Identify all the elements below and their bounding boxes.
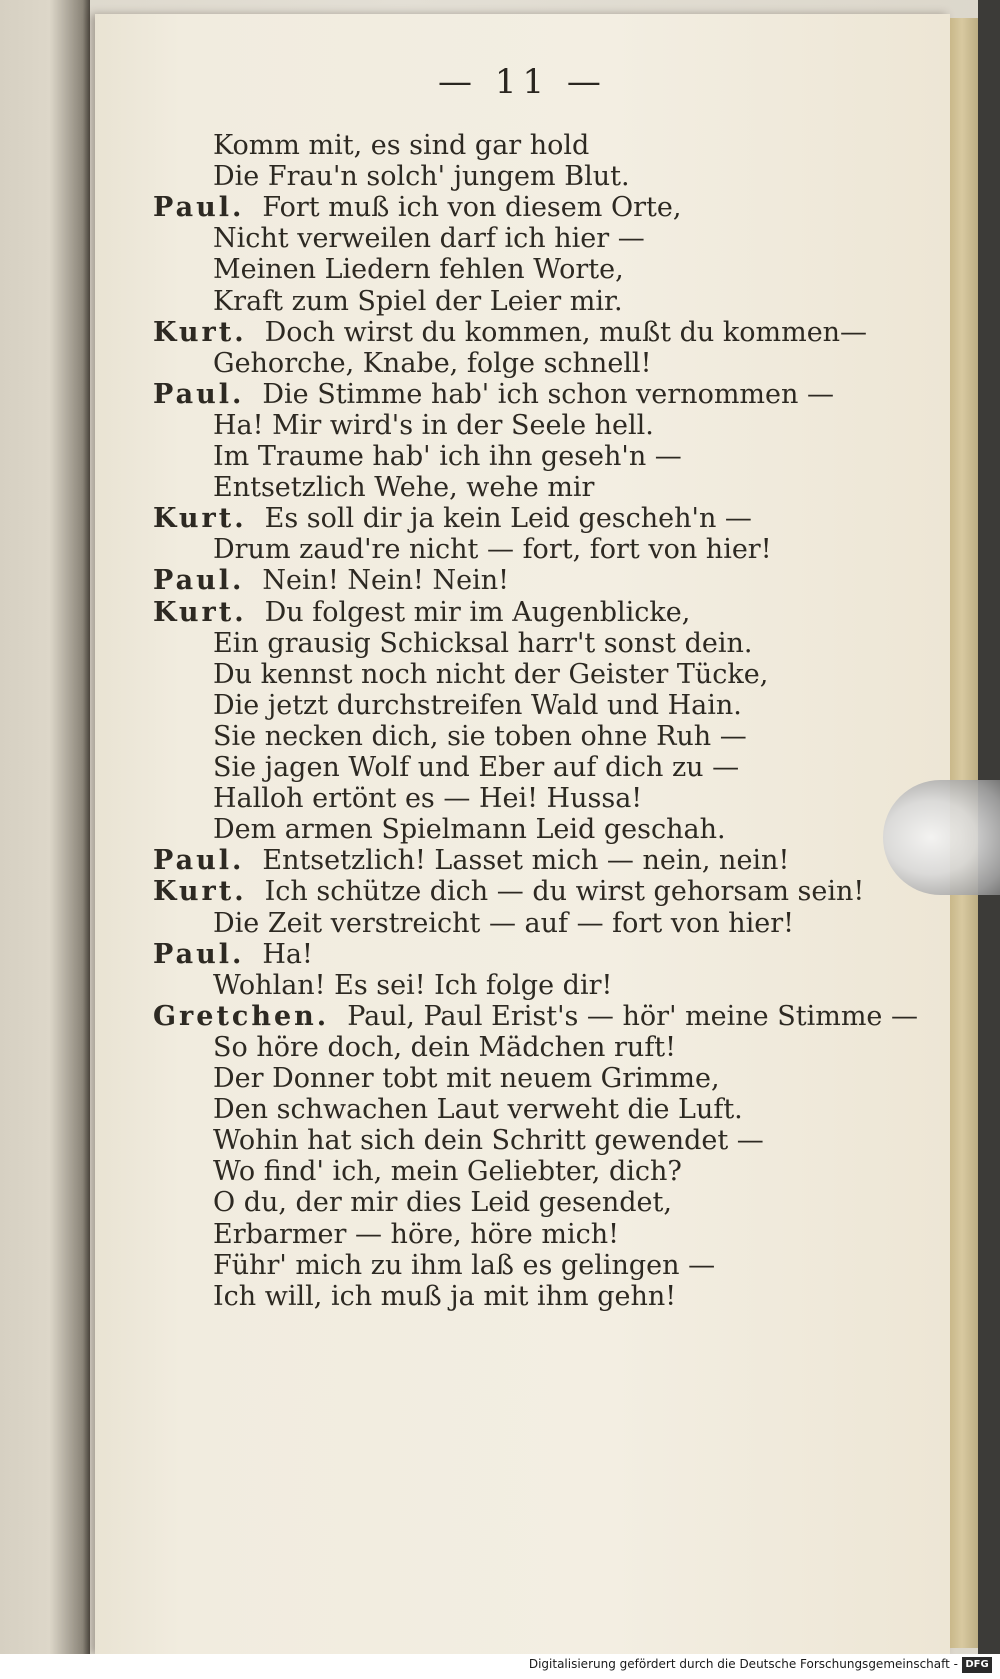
line-text: Ich schütze dich — du wirst gehorsam sein! (264, 876, 865, 908)
speaker-name: Paul. (153, 938, 245, 970)
speaker-name: Paul. (153, 378, 245, 410)
page-clip (883, 780, 1000, 895)
speaker-line (153, 565, 509, 597)
verse-line (213, 1063, 720, 1095)
speaker-line (153, 379, 834, 411)
speaker-name: Kurt. (153, 876, 247, 908)
verse-line (213, 814, 726, 846)
line-text: O du, der mir dies Leid gesendet, (213, 1187, 672, 1219)
verse-line (213, 1125, 764, 1157)
verse-line (213, 1281, 676, 1313)
verse-line (213, 223, 645, 255)
dfg-logo: DFG (962, 1657, 992, 1673)
verse-line (213, 1094, 743, 1126)
verse-line (213, 410, 654, 442)
line-text: Wohin hat sich dein Schritt gewendet — (213, 1125, 764, 1157)
verse-line (213, 472, 594, 504)
line-text: Entsetzlich Wehe, wehe mir (213, 472, 595, 504)
speaker-line (153, 597, 690, 629)
line-text: Ha! Mir wird's in der Seele hell. (213, 409, 654, 441)
line-text: Die Zeit verstreicht — auf — fort von hier! (213, 907, 795, 939)
line-text: Komm mit, es sind gar hold (213, 130, 590, 161)
speaker-name: Paul. (153, 192, 245, 224)
verse-line (213, 659, 768, 691)
verse-line (213, 441, 682, 473)
line-text: Ha! (262, 938, 313, 970)
line-text: Halloh ertönt es — Hei! Hussa! (213, 783, 643, 815)
speaker-line (153, 845, 789, 877)
line-text: Drum zaud're nicht — fort, fort von hier! (213, 534, 772, 566)
verse-line (213, 752, 739, 784)
verse-line (213, 690, 742, 722)
line-text: Dem armen Spielmann Leid geschah. (213, 814, 726, 846)
verse-line (213, 908, 794, 940)
speaker-name: Kurt. (153, 503, 247, 535)
line-text: Den schwachen Laut verweht die Luft. (213, 1094, 743, 1126)
line-text: Doch wirst du kommen, mußt du kommen— (264, 316, 868, 348)
line-text: Fort muß ich von diesem Orte, (262, 192, 682, 224)
verse-line (213, 628, 752, 660)
verse-line (213, 721, 747, 753)
verse-line (213, 970, 612, 1002)
speaker-line (153, 317, 867, 349)
line-text: Führ' mich zu ihm laß es gelingen — (213, 1249, 716, 1281)
speaker-name: Paul. (153, 565, 245, 597)
line-text: Ein grausig Schicksal harr't sonst dein. (213, 627, 753, 659)
line-text: Die jetzt durchstreifen Wald und Hain. (213, 689, 742, 721)
speaker-line (153, 876, 864, 908)
footer-credit: Digitalisierung gefördert durch die Deutsche Forschungsgemeinschaft - (528, 1657, 958, 1671)
verse-line (213, 1219, 619, 1251)
line-text: Erbarmer — höre, höre mich! (213, 1218, 619, 1250)
verse-line (213, 348, 651, 380)
line-text: Sie jagen Wolf und Eber auf dich zu — (213, 752, 740, 783)
speaker-line (153, 192, 681, 224)
verse-line (213, 783, 642, 815)
line-text: Sie necken dich, sie toben ohne Ruh — (213, 720, 747, 752)
speaker-line (153, 939, 313, 971)
line-text: Paul, Paul Erist's — hör' meine Stimme — (347, 1000, 918, 1032)
verse-line (213, 1187, 672, 1219)
line-text: Es soll dir ja kein Leid gescheh'n — (264, 503, 752, 535)
verse-line (213, 1032, 676, 1064)
line-text: Im Traume hab' ich ihn geseh'n — (213, 441, 682, 472)
speaker-line (153, 1001, 918, 1033)
speaker-name: Gretchen. (153, 1000, 330, 1032)
speaker-name: Kurt. (153, 316, 247, 348)
page-number: — 11 — (438, 62, 607, 102)
verse-line (213, 286, 623, 318)
speaker-line (153, 503, 752, 535)
line-text: Du folgest mir im Augenblicke, (264, 596, 691, 628)
line-text: Kraft zum Spiel der Leier mir. (213, 285, 623, 317)
line-text: Entsetzlich! Lasset mich — nein, nein! (262, 845, 790, 877)
verse-line (213, 1156, 682, 1188)
line-text: Nicht verweilen darf ich hier — (213, 223, 645, 255)
verse-line (213, 130, 589, 162)
speaker-name: Kurt. (153, 596, 247, 628)
line-text: Der Donner tobt mit neuem Grimme, (213, 1063, 720, 1094)
verse-line (213, 534, 772, 566)
line-text: Die Stimme hab' ich schon vernommen — (262, 378, 834, 410)
left-page-edge (0, 0, 90, 1679)
speaker-name: Paul. (153, 845, 245, 877)
line-text: Nein! Nein! Nein! (262, 565, 509, 597)
line-text: Wohlan! Es sei! Ich folge dir! (213, 969, 613, 1001)
line-text: Wo find' ich, mein Geliebter, dich? (213, 1156, 682, 1188)
line-text: Meinen Liedern fehlen Worte, (213, 254, 624, 286)
verse-line (213, 161, 630, 193)
line-text: Die Frau'n solch' jungem Blut. (213, 161, 630, 193)
line-text: Du kennst noch nicht der Geister Tücke, (213, 658, 769, 690)
line-text: So höre doch, dein Mädchen ruft! (213, 1031, 677, 1063)
verse-line (213, 254, 624, 286)
line-text: Ich will, ich muß ja mit ihm gehn! (213, 1280, 677, 1312)
verse-line (213, 1250, 715, 1282)
line-text: Gehorche, Knabe, folge schnell! (213, 347, 652, 379)
